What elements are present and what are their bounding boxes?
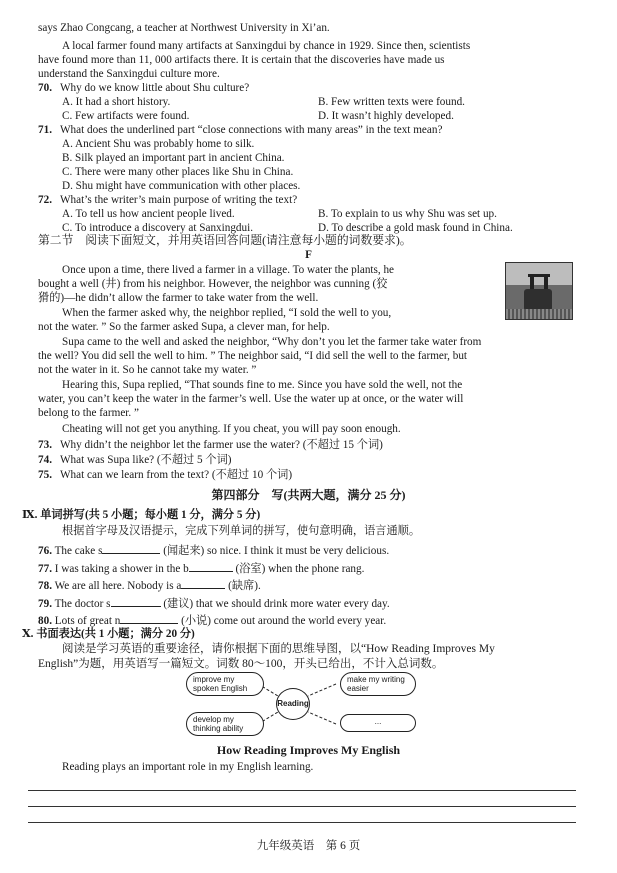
writing-line[interactable]	[28, 822, 576, 823]
section-instructions: 阅读是学习英语的重要途径，请你根据下面的思维导图，以“How Reading Improves My	[62, 643, 495, 655]
writing-line[interactable]	[28, 790, 576, 791]
section-instructions: English”为题，用英语写一篇短文。词数 80～100，开头已给出，不计入总词数。	[38, 658, 444, 670]
question-stem: What was Supa like? (不超过 5 个词)	[60, 454, 232, 466]
passage-line: Once upon a time, there lived a farmer in a village. To water the plants, he	[62, 264, 395, 276]
option-b: B. Silk played an important part in ancient China.	[62, 152, 285, 164]
mind-map-node: improve my spoken English	[186, 672, 264, 696]
passage-line: the well? You did sell the well to him. ” The neighbor said, “I did sell the well to the farmer, but	[38, 350, 468, 362]
question-number: 72.	[38, 194, 52, 206]
section-heading: Ⅸ. 单词拼写(共 5 小题；每小题 1 分，满分 5 分)	[22, 509, 261, 521]
passage-line: 猾的)—he didn’t allow the farmer to take water from the well.	[38, 292, 319, 304]
passage-line: belong to the farmer. ”	[38, 407, 139, 419]
page-footer: 九年级英语 第 6 页	[256, 840, 361, 852]
question-stem: Why didn’t the neighbor let the farmer use the water? (不超过 15 个词)	[60, 439, 383, 451]
option-b: B. Few written texts were found.	[318, 96, 465, 108]
option-c: C. To introduce a discovery at Sanxingdui.	[62, 222, 254, 234]
writing-line[interactable]	[28, 806, 576, 807]
question-number: 73.	[38, 439, 52, 451]
spelling-item: 76. The cake s (闻起来) so nice. I think it must be very delicious.	[38, 545, 390, 557]
essay-title: How Reading Improves My English	[216, 743, 401, 757]
answer-blank[interactable]	[102, 543, 160, 554]
answer-blank[interactable]	[120, 613, 178, 624]
passage-line: Cheating will not get you anything. If you cheat, you will pay soon enough.	[62, 423, 401, 435]
question-stem: What’s the writer’s main purpose of writing the text?	[60, 194, 298, 206]
mind-map-center: Reading	[276, 688, 310, 720]
option-a: A. It had a short history.	[62, 96, 171, 108]
option-a: A. Ancient Shu was probably home to silk.	[62, 138, 255, 150]
question-stem: What does the underlined part “close connections with many areas” in the text mean?	[60, 124, 443, 136]
option-b: B. To explain to us why Shu was set up.	[318, 208, 497, 220]
question-stem: What can we learn from the text? (不超过 10 个词)	[60, 469, 293, 481]
section-heading: Ⅹ. 书面表达(共 1 小题；满分 20 分)	[22, 628, 195, 640]
question-number: 74.	[38, 454, 52, 466]
question-stem: Why do we know little about Shu culture?	[60, 82, 250, 94]
mind-map	[150, 668, 470, 740]
spelling-item: 77. I was taking a shower in the b (浴室) when the phone rang.	[38, 563, 365, 575]
answer-blank[interactable]	[181, 578, 225, 589]
passage-line: says Zhao Congcang, a teacher at Northwest University in Xi’an.	[38, 22, 330, 34]
passage-line: When the farmer asked why, the neighbor replied, “I sold the well to you,	[62, 307, 392, 319]
passage-line: have found more than 11, 000 artifacts there. It is certain that the discoveries have made us	[38, 54, 445, 66]
mind-map-node: develop my thinking ability	[186, 712, 264, 736]
spelling-item: 78. We are all here. Nobody is a (缺席).	[38, 580, 261, 592]
part-title: 第四部分 写(共两大题，满分 25 分)	[211, 488, 406, 502]
option-d: D. Shu might have communication with other places.	[62, 180, 301, 192]
passage-line: Supa came to the well and asked the neighbor, “Why don’t you let the farmer take water from	[62, 336, 482, 348]
passage-line: A local farmer found many artifacts at Sanxingdui by chance in 1929. Since then, scientists	[62, 40, 471, 52]
section-instructions: 根据首字母及汉语提示，完成下列单词的拼写，使句意明确，语言通顺。	[62, 525, 421, 537]
passage-line: water, you can’t keep the water in the farmer’s well. Use the water up at once, or the water will	[38, 393, 464, 405]
section-heading: 第二节 阅读下面短文，并用英语回答问题(请注意每小题的词数要求)。	[38, 233, 412, 247]
answer-blank[interactable]	[111, 596, 161, 607]
passage-letter: F	[305, 249, 312, 261]
passage-line: understand the Sanxingdui culture more.	[38, 68, 220, 80]
passage-line: Hearing this, Supa replied, “That sounds fine to me. Since you have sold the well, not the	[62, 379, 463, 391]
question-number: 70.	[38, 82, 52, 94]
question-number: 75.	[38, 469, 52, 481]
mind-map-node: ...	[340, 714, 416, 732]
essay-opening: Reading plays an important role in my English learning.	[62, 761, 314, 773]
passage-line: not the water. ” So the farmer asked Supa, a clever man, for help.	[38, 321, 330, 333]
option-c: C. There were many other places like Shu in China.	[62, 166, 294, 178]
well-illustration	[505, 262, 573, 320]
mind-map-node: make my writing easier	[340, 672, 416, 696]
passage-line: bought a well (井) from his neighbor. However, the neighbor was cunning (狡	[38, 278, 388, 290]
option-d: D. To describe a gold mask found in China.	[318, 222, 513, 234]
spelling-item: 79. The doctor s (建议) that we should drink more water every day.	[38, 598, 390, 610]
passage-line: not the water in it. So he cannot take my water. ”	[38, 364, 257, 376]
option-c: C. Few artifacts were found.	[62, 110, 190, 122]
answer-blank[interactable]	[189, 561, 233, 572]
option-a: A. To tell us how ancient people lived.	[62, 208, 235, 220]
question-number: 71.	[38, 124, 52, 136]
option-d: D. It wasn’t highly developed.	[318, 110, 454, 122]
spelling-item: 80. Lots of great n (小说) come out around the world every year.	[38, 615, 387, 627]
